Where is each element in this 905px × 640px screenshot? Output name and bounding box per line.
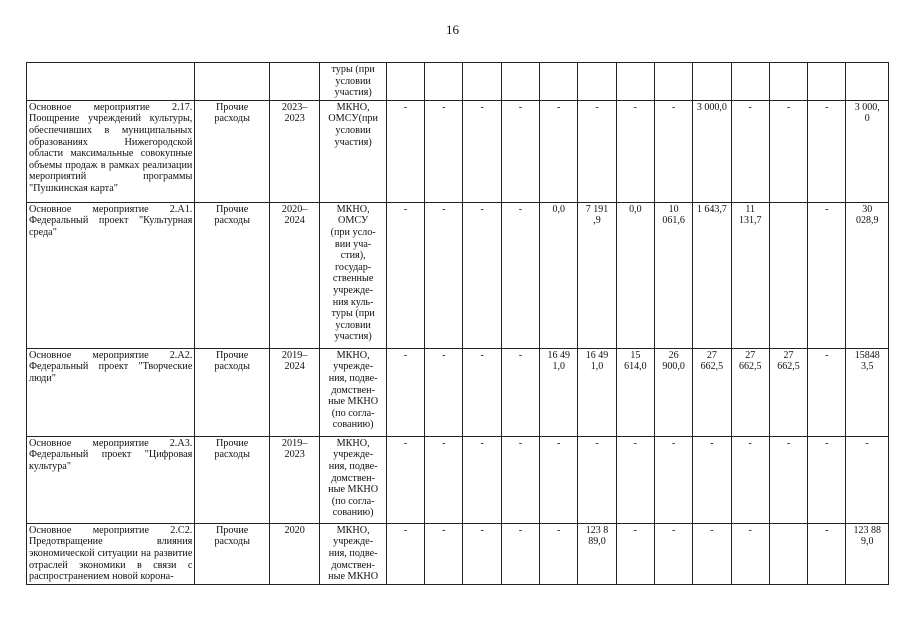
value-cell — [654, 348, 692, 436]
value-cell — [425, 436, 463, 523]
value-text: - — [557, 524, 561, 536]
years-cell — [269, 348, 319, 436]
value-text: - — [442, 437, 446, 449]
years-cell — [269, 63, 319, 101]
value-text: - — [442, 524, 446, 536]
value-text: - — [518, 349, 523, 361]
value-text: 16 49 1,0 — [585, 349, 609, 373]
value-text: - — [595, 437, 599, 449]
value-cell — [769, 100, 807, 202]
value-cell — [386, 348, 424, 436]
value-cell — [386, 100, 424, 202]
value-cell — [731, 436, 769, 523]
value-cell — [578, 436, 616, 523]
value-cell — [846, 202, 889, 348]
value-cell — [578, 348, 616, 436]
funding-source-cell — [195, 523, 270, 584]
table-row — [27, 348, 889, 436]
value-cell — [386, 202, 424, 348]
years-cell-text: 2020 — [284, 524, 305, 536]
value-cell — [463, 202, 501, 348]
table-row — [27, 63, 889, 101]
value-text: - — [825, 437, 829, 449]
value-cell — [463, 348, 501, 436]
value-text: 1 643,7 — [696, 203, 727, 215]
value-text: - — [595, 101, 599, 113]
value-text: 15848 3,5 — [854, 349, 880, 373]
value-text: 7 191 ,9 — [585, 203, 609, 227]
value-text: 26 900,0 — [662, 349, 685, 373]
value-text: - — [633, 101, 637, 113]
executor-cell — [320, 523, 387, 584]
value-cell — [654, 63, 692, 101]
years-cell-text: 2020– 2024 — [281, 203, 308, 227]
value-cell — [846, 63, 889, 101]
value-cell — [425, 523, 463, 584]
value-text: - — [403, 101, 408, 113]
value-cell — [463, 63, 501, 101]
value-text: 123 88 9,0 — [853, 524, 881, 548]
years-cell — [269, 436, 319, 523]
value-text: - — [748, 524, 752, 536]
value-cell — [693, 348, 731, 436]
value-text: - — [518, 203, 523, 215]
value-text: - — [825, 524, 829, 536]
table-row — [27, 523, 889, 584]
value-text: - — [786, 101, 791, 113]
value-cell — [731, 202, 769, 348]
value-text: - — [671, 437, 676, 449]
value-text: - — [633, 524, 637, 536]
value-text: - — [442, 203, 446, 215]
value-text: - — [633, 437, 637, 449]
value-text: 27 662,5 — [700, 349, 724, 373]
value-text: 27 662,5 — [738, 349, 762, 373]
value-cell — [769, 348, 807, 436]
value-cell — [616, 436, 654, 523]
value-text: 10 061,6 — [662, 203, 685, 227]
value-text: - — [557, 437, 561, 449]
funding-source-cell-text: Прочие расходы — [214, 203, 250, 227]
value-cell — [616, 63, 654, 101]
value-cell — [654, 523, 692, 584]
value-cell — [578, 202, 616, 348]
value-cell — [501, 202, 539, 348]
value-cell — [501, 348, 539, 436]
value-cell — [731, 63, 769, 101]
value-cell — [501, 523, 539, 584]
value-cell — [578, 523, 616, 584]
value-cell — [501, 63, 539, 101]
measure-name-cell — [27, 436, 195, 523]
executor-cell-text: туры (при условии участия) — [331, 64, 375, 99]
value-text: - — [403, 349, 408, 361]
years-cell-text: 2019– 2023 — [281, 437, 308, 461]
executor-cell — [320, 63, 387, 101]
executor-cell — [320, 100, 387, 202]
value-cell — [425, 348, 463, 436]
funding-source-cell — [195, 63, 270, 101]
value-cell — [616, 523, 654, 584]
value-cell — [425, 100, 463, 202]
value-text: - — [442, 349, 446, 361]
measure-name-cell — [27, 202, 195, 348]
measure-name-cell — [27, 100, 195, 202]
executor-cell-text: МКНО, учрежде- ния, подве- домствен- ные МКНО — [328, 524, 379, 583]
value-text: 30 028,9 — [855, 203, 879, 227]
value-cell — [386, 523, 424, 584]
funding-source-cell-text: Прочие расходы — [214, 101, 250, 125]
years-cell-text: 2023– 2023 — [281, 101, 308, 125]
funding-source-cell-text: Прочие расходы — [214, 349, 250, 373]
value-cell — [731, 348, 769, 436]
value-cell — [616, 100, 654, 202]
value-cell — [463, 523, 501, 584]
years-cell — [269, 202, 319, 348]
value-cell — [501, 436, 539, 523]
value-cell — [540, 348, 578, 436]
measure-name-cell — [27, 63, 195, 101]
value-cell — [693, 523, 731, 584]
value-text: - — [403, 437, 408, 449]
value-text: - — [825, 349, 829, 361]
value-text: - — [710, 524, 714, 536]
value-cell — [808, 202, 846, 348]
value-cell — [540, 63, 578, 101]
value-text: - — [518, 437, 523, 449]
value-text: 3 000, 0 — [854, 101, 880, 125]
value-cell — [693, 100, 731, 202]
value-cell — [769, 63, 807, 101]
value-text: - — [480, 101, 484, 113]
value-text: - — [710, 437, 714, 449]
value-text: - — [480, 437, 484, 449]
value-text: - — [671, 101, 676, 113]
measure-name-cell-text: Основное мероприятие 2.А3. Федеральный проект "Цифровая культура" — [29, 437, 193, 472]
value-cell — [846, 436, 889, 523]
executor-cell — [320, 202, 387, 348]
value-cell — [654, 100, 692, 202]
measure-name-cell — [27, 523, 195, 584]
budget-table — [26, 62, 889, 585]
years-cell-text: 2019– 2024 — [281, 349, 308, 373]
measure-name-cell-text: Основное мероприятие 2.А2. Федеральный проект "Творческие люди" — [29, 349, 193, 384]
value-cell — [540, 202, 578, 348]
value-cell — [386, 63, 424, 101]
value-cell — [731, 100, 769, 202]
value-text: - — [671, 524, 676, 536]
value-cell — [578, 100, 616, 202]
value-text: - — [480, 349, 484, 361]
value-text: - — [403, 203, 408, 215]
value-text: - — [748, 101, 752, 113]
value-cell — [808, 436, 846, 523]
measure-name-cell-text: Основное мероприятие 2.17. Поощрение учреждений культуры, обеспечивших в муниципальных образованиях Нижегородской области максимальные совокупные объемы продаж в рамках реализации мероприятий программы "Пушкинская карта" — [29, 101, 193, 194]
funding-source-cell — [195, 202, 270, 348]
value-text: - — [518, 524, 523, 536]
value-cell — [425, 63, 463, 101]
value-cell — [693, 436, 731, 523]
value-text: - — [557, 101, 561, 113]
value-cell — [463, 100, 501, 202]
value-text: 27 662,5 — [777, 349, 800, 373]
value-cell — [808, 348, 846, 436]
value-cell — [846, 523, 889, 584]
measure-name-cell-text: Основное мероприятие 2.А1. Федеральный проект "Культурная среда" — [29, 203, 193, 238]
value-text: 15 614,0 — [624, 349, 647, 373]
value-text: - — [786, 437, 791, 449]
value-cell — [808, 63, 846, 101]
value-text: - — [442, 101, 446, 113]
executor-cell-text: МКНО, ОМСУ (при усло- вии уча- стия), государ- ственные учрежде- ния куль- туры (при условии участия) — [330, 203, 376, 343]
value-cell — [425, 202, 463, 348]
value-cell — [846, 348, 889, 436]
value-cell — [386, 436, 424, 523]
funding-source-cell-text: Прочие расходы — [214, 524, 250, 548]
funding-source-cell — [195, 100, 270, 202]
years-cell — [269, 523, 319, 584]
value-cell — [501, 100, 539, 202]
value-cell — [654, 436, 692, 523]
measure-name-cell — [27, 348, 195, 436]
value-cell — [693, 63, 731, 101]
funding-source-cell — [195, 436, 270, 523]
value-cell — [540, 100, 578, 202]
value-text: - — [825, 203, 829, 215]
value-text: 16 49 1,0 — [547, 349, 570, 373]
measure-name-cell-text: Основное мероприятие 2.С2. Предотвращение влияния экономической ситуации на развитие отраслей экономики в связи с распространением новой корона- — [29, 524, 193, 583]
table-row — [27, 202, 889, 348]
value-text: - — [480, 524, 484, 536]
table-row — [27, 436, 889, 523]
executor-cell-text: МКНО, ОМСУ(при условии участия) — [328, 101, 378, 148]
value-text: - — [518, 101, 523, 113]
value-cell — [616, 202, 654, 348]
value-cell — [616, 348, 654, 436]
executor-cell — [320, 436, 387, 523]
value-text: 3 000,0 — [696, 101, 727, 113]
executor-cell-text: МКНО, учрежде- ния, подве- домствен- ные МКНО (по согла- сованию) — [328, 349, 379, 431]
value-text: - — [825, 101, 829, 113]
table-row — [27, 100, 889, 202]
value-cell — [769, 436, 807, 523]
value-cell — [654, 202, 692, 348]
value-cell — [578, 63, 616, 101]
value-cell — [693, 202, 731, 348]
value-text: 0,0 — [629, 203, 642, 215]
value-text: 11 131,7 — [738, 203, 762, 227]
funding-source-cell — [195, 348, 270, 436]
value-cell — [540, 436, 578, 523]
years-cell — [269, 100, 319, 202]
value-cell — [808, 100, 846, 202]
value-text: - — [865, 437, 869, 449]
value-cell — [808, 523, 846, 584]
executor-cell — [320, 348, 387, 436]
funding-source-cell-text: Прочие расходы — [214, 437, 250, 461]
value-cell — [463, 436, 501, 523]
value-cell — [731, 523, 769, 584]
value-cell — [769, 202, 807, 348]
value-cell — [846, 100, 889, 202]
page-number: 16 — [446, 22, 459, 37]
value-cell — [769, 523, 807, 584]
value-text: - — [403, 524, 408, 536]
value-text: - — [480, 203, 484, 215]
executor-cell-text: МКНО, учрежде- ния, подве- домствен- ные МКНО (по согла- сованию) — [328, 437, 379, 519]
value-text: - — [748, 437, 752, 449]
value-text: 0,0 — [552, 203, 565, 215]
value-text: 123 8 89,0 — [585, 524, 609, 548]
value-cell — [540, 523, 578, 584]
